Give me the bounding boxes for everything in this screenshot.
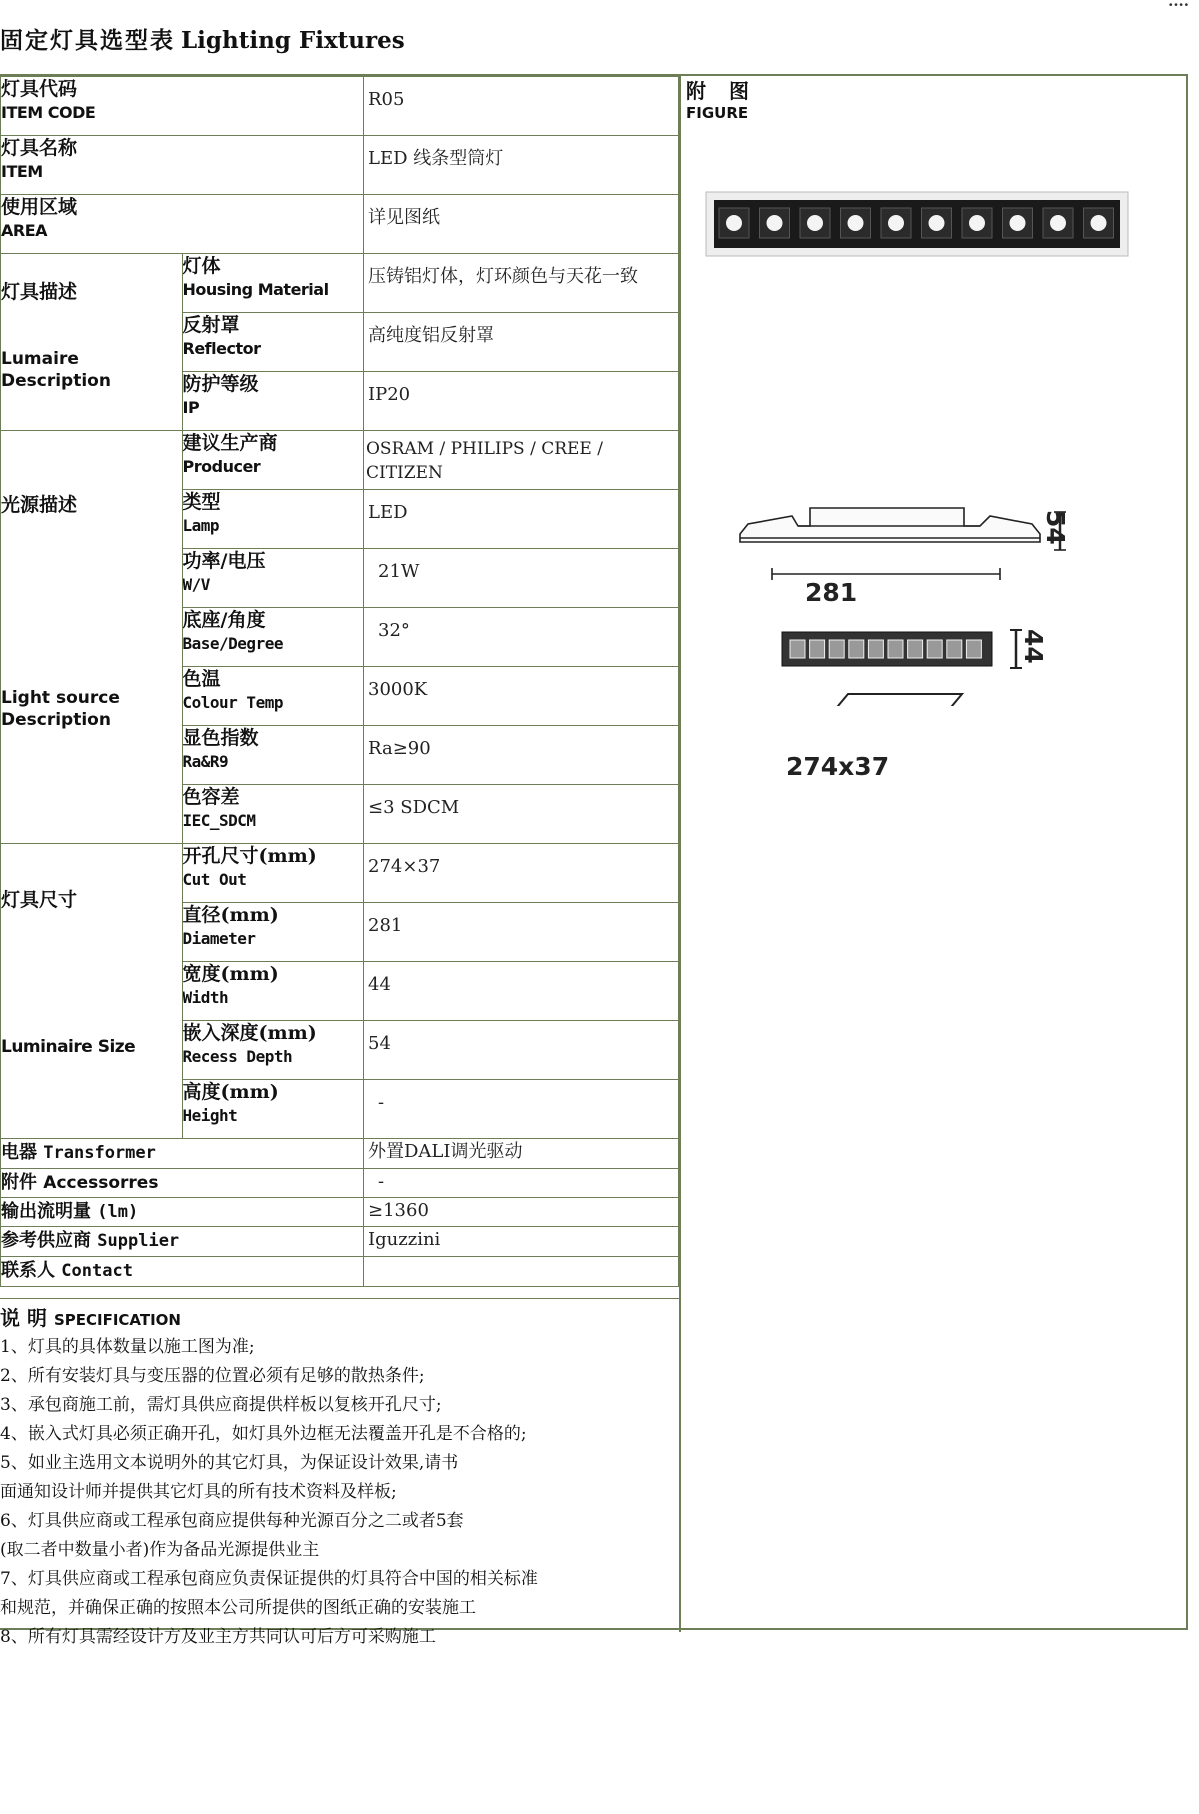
category-zh: 光源描述 [1, 494, 78, 516]
value-ra: Ra≥90 [368, 738, 431, 759]
value-lumen: ≥1360 [368, 1200, 429, 1221]
label-zh: 底座/角度 [182, 609, 266, 631]
row-contact [1, 1257, 679, 1287]
title-zh: 固定灯具选型表 [0, 27, 175, 54]
category-en-1: Lumaire [1, 349, 79, 369]
note-line: 1、灯具的具体数量以施工图为准; [0, 1337, 255, 1357]
label-en: Reflector [182, 339, 261, 358]
category-luminaire [1, 254, 183, 431]
note-line: 5、如业主选用文本说明外的其它灯具，为保证设计效果,请书 [0, 1453, 459, 1473]
note-line: (取二者中数量小者)作为备品光源提供业主 [0, 1540, 320, 1560]
value-accessories: - [378, 1171, 385, 1192]
label-zh: 类型 [182, 491, 221, 513]
spec-sheet [0, 74, 1188, 1647]
label-zh: 反射罩 [182, 314, 240, 336]
value-power: 21W [378, 561, 420, 582]
label-en: Transformer [43, 1143, 156, 1163]
label-en: Width [182, 988, 229, 1007]
label-en: Producer [182, 457, 261, 476]
label-en: Diameter [182, 929, 256, 948]
figure-drawings [700, 186, 1140, 706]
fixture-front-view [706, 192, 1128, 256]
value-reflector: 高纯度铝反射罩 [368, 325, 494, 346]
category-zh: 灯具描述 [1, 281, 78, 303]
label-zh: 高度(mm) [182, 1081, 279, 1103]
label-en: Cut Out [182, 870, 247, 889]
value-width: 44 [368, 974, 391, 995]
label-zh: 开孔尺寸(mm) [182, 845, 317, 867]
value-lamp: LED [368, 502, 408, 523]
value-degree: 32° [378, 620, 410, 641]
note-line: 2、所有安装灯具与变压器的位置必须有足够的散热条件; [0, 1366, 425, 1386]
label-zh: 使用区域 [1, 196, 78, 218]
value-height: - [378, 1092, 385, 1113]
label-zh: 灯体 [182, 255, 221, 277]
dimension-height: 54 [1041, 510, 1070, 545]
value-ip: IP20 [368, 384, 411, 405]
row-housing [1, 254, 679, 313]
label-en: Lamp [182, 516, 220, 535]
label-zh: 色温 [182, 668, 221, 690]
label-en: IP [182, 398, 200, 417]
value-sdcm: ≤3 SDCM [368, 797, 460, 818]
category-light-source [1, 431, 183, 844]
label-en: AREA [1, 221, 48, 240]
label-zh: 防护等级 [182, 373, 259, 395]
value-area: 详见图纸 [368, 207, 440, 228]
note-line: 和规范，并确保正确的按照本公司所提供的图纸正确的安装施工 [0, 1598, 476, 1618]
label-zh: 联系人 [1, 1260, 55, 1281]
label-en: Recess Depth [182, 1047, 293, 1066]
note-line: 3、承包商施工前，需灯具供应商提供样板以复核开孔尺寸; [0, 1395, 442, 1415]
label-en: Housing Material [182, 280, 329, 299]
label-en: Colour Temp [182, 693, 283, 712]
label-zh: 灯具名称 [1, 137, 78, 159]
label-zh: 嵌入深度(mm) [182, 1022, 317, 1044]
row-producer [1, 431, 679, 490]
label-zh: 输出流明量 [1, 1201, 91, 1222]
note-line: 7、灯具供应商或工程承包商应负责保证提供的灯具符合中国的相关标准 [0, 1569, 538, 1589]
note-line: 6、灯具供应商或工程承包商应提供每种光源百分之二或者5套 [0, 1511, 464, 1531]
row-item-code [1, 77, 679, 136]
value-colour-temp: 3000K [368, 679, 428, 700]
specification-notes [0, 1298, 679, 1652]
category-size [1, 844, 183, 1139]
notes-heading: 说 明 SPECIFICATION [0, 1306, 181, 1330]
label-en: ITEM CODE [1, 103, 96, 122]
row-supplier [1, 1227, 679, 1257]
note-line: 8、所有灯具需经设计方及业主方共同认可后方可采购施工 [0, 1627, 436, 1647]
label-en: Contact [61, 1261, 133, 1281]
spec-table [0, 76, 679, 1287]
category-en-2: Description [1, 710, 111, 730]
figure-label: 附 图 FIGURE [686, 79, 757, 122]
label-en: Supplier [97, 1231, 180, 1251]
note-line: 4、嵌入式灯具必须正确开孔，如灯具外边框无法覆盖开孔是不合格的; [0, 1424, 527, 1444]
label-zh: 灯具代码 [1, 78, 78, 100]
value-housing: 压铸铝灯体，灯环颜色与天花一致 [368, 266, 638, 287]
value-supplier: Iguzzini [368, 1229, 441, 1250]
label-zh: 显色指数 [182, 727, 259, 749]
dimension-width: 44 [1019, 629, 1048, 664]
spec-table-area [0, 76, 681, 1647]
label-en: Height [182, 1106, 238, 1125]
label-zh: 功率/电压 [182, 550, 266, 572]
label-zh: 宽度(mm) [182, 963, 279, 985]
value-item-code: R05 [368, 89, 405, 110]
label-zh: 色容差 [182, 786, 240, 808]
document-title [0, 22, 405, 55]
label-en: IEC_SDCM [182, 811, 256, 830]
row-transformer [1, 1139, 679, 1169]
category-en-1: Light source [1, 688, 120, 708]
value-cut-out: 274×37 [368, 856, 441, 877]
label-zh: 参考供应商 [1, 1230, 91, 1251]
notes-list [0, 1333, 679, 1652]
label-en: Base/Degree [182, 634, 283, 653]
label-zh: 附件 [1, 1172, 37, 1193]
value-producer: OSRAM / PHILIPS / CREE / CITIZEN [366, 439, 603, 483]
value-transformer: 外置DALI调光驱动 [368, 1141, 523, 1162]
row-cut-out [1, 844, 679, 903]
label-en: (lm) [97, 1202, 139, 1222]
value-recess-depth: 54 [368, 1033, 391, 1054]
dimension-cutout: 274x37 [786, 752, 890, 781]
label-en: ITEM [1, 162, 43, 181]
value-item-name: LED 线条型筒灯 [368, 148, 504, 169]
row-accessories [1, 1169, 679, 1198]
fixture-top-view [782, 630, 1022, 668]
fixture-side-view [740, 508, 1066, 580]
corner-text: .... [1168, 0, 1189, 10]
value-contact [364, 1257, 678, 1269]
label-en: Ra&R9 [182, 752, 229, 771]
row-item-name [1, 136, 679, 195]
dimension-length: 281 [805, 578, 858, 607]
row-area [1, 195, 679, 254]
row-lumen [1, 1198, 679, 1227]
value-diameter: 281 [368, 915, 403, 936]
label-en: Accessorres [43, 1173, 159, 1193]
label-zh: 直径(mm) [182, 904, 279, 926]
note-line: 面通知设计师并提供其它灯具的所有技术资料及样板; [0, 1482, 397, 1502]
label-zh: 电器 [1, 1142, 37, 1163]
cutout-outline [808, 694, 962, 706]
category-en-2: Description [1, 371, 111, 391]
label-zh: 建议生产商 [182, 432, 278, 454]
title-en: Lighting Fixtures [181, 27, 405, 54]
category-zh: 灯具尺寸 [1, 889, 78, 911]
category-en: Luminaire Size [1, 1037, 136, 1057]
label-en: W/V [182, 575, 210, 594]
